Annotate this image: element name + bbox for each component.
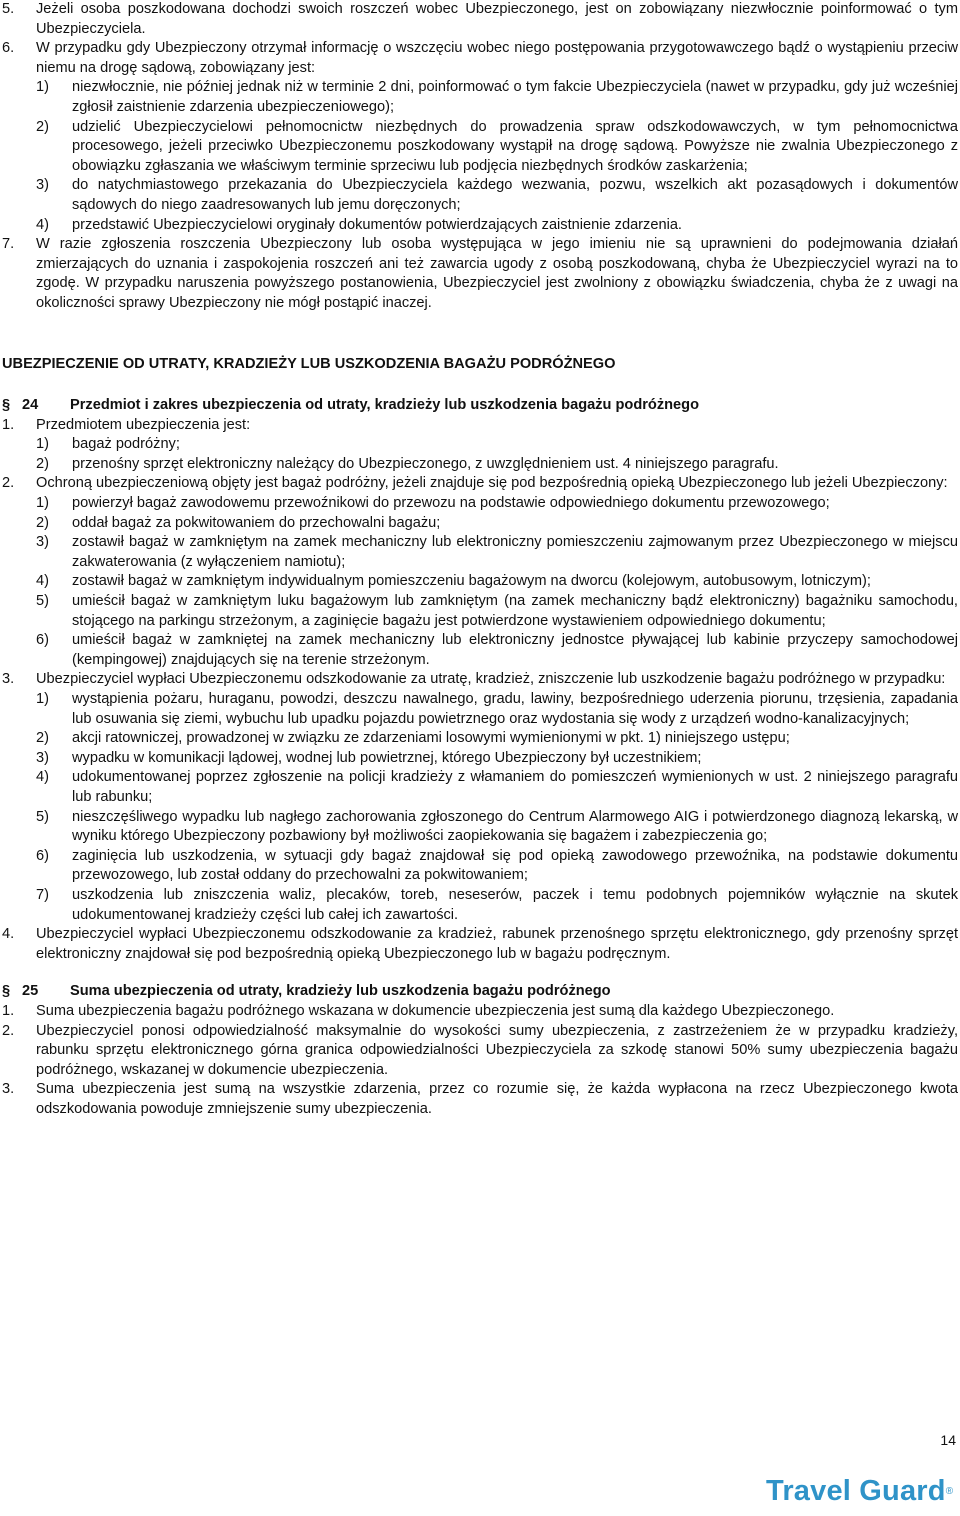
sub-item (36, 572, 958, 592)
paragraph-number: 24 (22, 397, 39, 414)
sub-item (36, 631, 958, 670)
sub-item (36, 533, 958, 572)
sub-item (36, 514, 958, 534)
sub-item-number: 7) (36, 886, 49, 903)
sub-item-text: wystąpienia pożaru, huraganu, powodzi, deszczu nawalnego, gradu, lawiny, bezpośredniego uderzenia piorunu, trzęsienia, zapadania lub osuwania się ziemi, wybuchu lub upadku pojazdu powietrznego oraz wydostania się wody z urządzeń wodno-kanalizacyjnych; (72, 691, 958, 727)
sub-item-text: oddał bagaż za pokwitowaniem do przechowalni bagażu; (72, 514, 441, 531)
list-item (2, 474, 958, 670)
sub-item-number: 1) (36, 436, 49, 453)
list-item (2, 235, 958, 313)
section-title: UBEZPIECZENIE OD UTRATY, KRADZIEŻY LUB USZKODZENIA BAGAŻU PODRÓŻNEGO (2, 355, 616, 372)
list-item (2, 416, 958, 475)
sub-item-number: 4) (36, 216, 49, 233)
sub-item-number: 1) (36, 495, 49, 512)
list-item (2, 1002, 958, 1022)
item-number: 6. (2, 40, 15, 57)
sub-item-text: nieszczęśliwego wypadku lub nagłego zachorowania zgłoszonego do Centrum Alarmowego AIG i potwierdzonego diagnozą lekarską, w wyniku którego Ubezpieczony pozbawiony był możliwości zaopiekowania się bagażem i zabezpieczenia go; (72, 808, 958, 845)
paragraph-title: Suma ubezpieczenia od utraty, kradzieży lub uszkodzenia bagażu podróżnego (70, 983, 611, 1000)
sub-item-text: do natychmiastowego przekazania do Ubezpieczyciela każdego wezwania, pozwu, wszelkich akt pozasądowych i dokumentów sądowych do niego zaadresowanych lub jemu doręczonych; (72, 177, 958, 213)
sub-item-number: 5) (36, 593, 49, 610)
item-text: Suma ubezpieczenia jest sumą na wszystkie zdarzenia, przez co rozumie się, że każda wypłacona na rzecz Ubezpieczonego kwota odszkodowania powoduje zmniejszenie sumy ubezpieczenia. (36, 1081, 958, 1117)
sub-item-number: 3) (36, 749, 49, 766)
list-item (2, 39, 958, 235)
sub-item-text: umieścił bagaż w zamkniętym luku bagażowym lub zamkniętym (na zamek mechaniczny bądź elektroniczny) bagażniku samochodu, stojącego na parkingu strzeżonym, a zaginięcie bagażu jest potwierdzone wystawieniem odpowiedniego dokumentu; (72, 593, 958, 629)
sub-item-number: 2) (36, 118, 49, 135)
list-item (2, 925, 958, 964)
sub-item-number: 2) (36, 455, 49, 472)
registered-mark: ® (945, 1486, 954, 1497)
sub-item-number: 2) (36, 730, 49, 747)
item-text: Ochroną ubezpieczeniową objęty jest bagaż podróżny, jeżeli znajduje się pod bezpośrednią opieką Ubezpieczonego lub jeżeli Ubezpieczony: (36, 475, 948, 492)
item-number: 7. (2, 236, 15, 253)
sub-item-text: wypadku w komunikacji lądowej, wodnej lub powietrznej, którego Ubezpieczony był uczestnikiem; (72, 749, 702, 766)
sub-item-number: 4) (36, 573, 49, 590)
travel-guard-logo (766, 1475, 954, 1507)
item-text: W przypadku gdy Ubezpieczony otrzymał informację o wszczęciu wobec niego postępowania przygotowawczego bądź o wystąpieniu przeciw niemu na drogę sądową, zobowiązany jest: (36, 40, 958, 76)
item-number: 2. (2, 1022, 15, 1039)
item-text: Przedmiotem ubezpieczenia jest: (36, 416, 251, 433)
item-number: 2. (2, 475, 15, 492)
sub-item (36, 886, 958, 925)
logo-text: Travel Guard (766, 1475, 946, 1507)
sub-item (36, 847, 958, 886)
sub-item-text: powierzył bagaż zawodowemu przewoźnikowi do przewozu na podstawie odpowiedniego dokumentu przewozowego; (72, 495, 830, 512)
document-content (2, 0, 958, 1119)
sub-item-number: 4) (36, 769, 49, 786)
sub-item (36, 494, 958, 514)
item-number: 4. (2, 926, 15, 943)
sub-item-number: 6) (36, 632, 49, 649)
item-number: 1. (2, 1002, 15, 1019)
item-number: 3. (2, 1081, 15, 1098)
item-text: Ubezpieczyciel wypłaci Ubezpieczonemu odszkodowanie za utratę, kradzież, zniszczenie lub uszkodzenie bagażu podróżnego w przypadku: (36, 671, 946, 688)
item-number: 3. (2, 671, 15, 688)
item-text: W razie zgłoszenia roszczenia Ubezpieczony lub osoba występująca w jego imieniu nie są uprawnieni do podejmowania działań zmierzających do uznania i zaspokojenia roszczeń ani też zawarcia ugody z osobą poszkodowaną, chyba że Ubezpieczyciel wyrazi na to zgodę. W przypadku naruszenia powyższego postanowienia, Ubezpieczyciel jest zwolniony z obowiązku świadczenia, chyba że z uwagi na okoliczności sprawy Ubezpieczony nie mógł postąpić inaczej. (36, 236, 958, 311)
sub-item (36, 808, 958, 847)
sub-item-number: 1) (36, 691, 49, 707)
sub-item-number: 5) (36, 808, 49, 825)
page-number: 14 (940, 1432, 956, 1448)
sub-item (36, 455, 958, 475)
sub-item-text: bagaż podróżny; (72, 436, 180, 453)
sub-item (36, 592, 958, 631)
sub-item-text: umieścił bagaż w zamkniętej na zamek mechaniczny lub elektroniczny jednostce pływającej lub kabinie przyczepy samochodowej (kempingowej) znajdujących się na terenie strzeżonym. (72, 632, 958, 668)
sub-item-text: przenośny sprzęt elektroniczny należący do Ubezpieczonego, z uwzględnieniem ust. 4 niniejszego paragrafu. (72, 455, 779, 472)
sub-item-number: 3) (36, 534, 49, 551)
paragraph-heading (2, 396, 958, 416)
sub-item-text: zaginięcia lub uszkodzenia, w sytuacji gdy bagaż znajdował się pod opieką zawodowego przewoźnika, na podstawie dokumentu przewozowego, lub został oddany do przechowalni za pokwitowaniem; (72, 847, 958, 884)
sub-item-text: udzielić Ubezpieczycielowi pełnomocnictw niezbędnych do prowadzenia spraw odszkodowawczych, w tym pełnomocnictwa procesowego, jeżeli przeciwko Ubezpieczonemu poszkodowany wystąpił na drogę sądową. Powyższe nie zwalnia Ubezpieczonego z obowiązku zgłaszania we właściwym terminie sprzeciwu lub podjęcia niezbędnych środków zaskarżenia; (72, 118, 958, 174)
sub-item (36, 176, 958, 215)
item-text: Jeżeli osoba poszkodowana dochodzi swoich roszczeń wobec Ubezpieczonego, jest on zobowiązany niezwłocznie poinformować o tym Ubezpieczyciela. (36, 1, 958, 37)
section-sign: § (2, 983, 11, 1000)
sub-item-text: przedstawić Ubezpieczycielowi oryginały dokumentów potwierdzających zaistnienie zdarzenia. (72, 216, 682, 233)
paragraph-heading (2, 982, 958, 1002)
sub-item-number: 1) (36, 79, 49, 96)
list-item (2, 0, 958, 39)
sub-item (36, 118, 958, 177)
sub-item-text: zostawił bagaż w zamkniętym na zamek mechaniczny lub elektroniczny pomieszczeniu zajmowanym przez Ubezpieczonego w miejscu zakwaterowania (z wyłączeniem namiotu); (72, 534, 958, 570)
item-number: 5. (2, 1, 15, 17)
list-item (2, 1080, 958, 1119)
list-item (2, 670, 958, 925)
sub-item (36, 78, 958, 117)
paragraph-title: Przedmiot i zakres ubezpieczenia od utraty, kradzieży lub uszkodzenia bagażu podróżnego (70, 397, 700, 414)
sub-item-number: 2) (36, 514, 49, 531)
sub-item-number: 3) (36, 177, 49, 194)
item-text: Ubezpieczyciel ponosi odpowiedzialność maksymalnie do wysokości sumy ubezpieczenia, z zastrzeżeniem że w przypadku kradzieży, rabunku sprzętu elektronicznego górna granica odpowiedzialności Ubezpieczyciela za szkodę stanowi 50% sumy ubezpieczenia bagażu podróżnego, wskazanej w dokumencie ubezpieczenia. (36, 1022, 958, 1078)
item-text: Ubezpieczyciel wypłaci Ubezpieczonemu odszkodowanie za kradzież, rabunek przenośnego sprzętu elektronicznego, gdy przenośny sprzęt elektroniczny znajdował się pod bezpośrednią opieką Ubezpieczonego lub w bagażu podręcznym. (36, 926, 958, 962)
sub-item-text: akcji ratowniczej, prowadzonej w związku ze zdarzeniami losowymi wymienionymi w pkt. 1) niniejszego ustępu; (72, 730, 790, 747)
paragraph-number: 25 (22, 983, 39, 1000)
sub-item-text: uszkodzenia lub zniszczenia waliz, plecaków, toreb, neseserów, paczek i temu podobnych pojemników wyłącznie na skutek udokumentowanej kradzieży części lub całej ich zawartości. (72, 886, 958, 923)
sub-item (36, 729, 958, 749)
sub-item-text: udokumentowanej poprzez zgłoszenie na policji kradzieży z włamaniem do pomieszczeń wymienionych w ust. 2 niniejszego paragrafu lub rabunku; (72, 769, 958, 805)
sub-item-text: niezwłocznie, nie później jednak niż w terminie 2 dni, poinformować o tym fakcie Ubezpieczyciela (nawet w przypadku, gdy już wcześniej zgłosił zaistnienie zdarzenia ubezpieczeniowego); (72, 79, 958, 115)
item-text: Suma ubezpieczenia bagażu podróżnego wskazana w dokumencie ubezpieczenia jest sumą dla każdego Ubezpieczonego. (36, 1002, 835, 1019)
sub-item (36, 435, 958, 455)
item-number: 1. (2, 416, 15, 433)
sub-item (36, 768, 958, 807)
sub-item-text: zostawił bagaż w zamkniętym indywidualnym pomieszczeniu bagażowym na dworcu (kolejowym, autobusowym, lotniczym); (72, 573, 871, 590)
sub-item (36, 690, 958, 729)
section-sign: § (2, 397, 11, 414)
sub-item (36, 749, 958, 769)
list-item (2, 1022, 958, 1081)
sub-item (36, 216, 958, 236)
sub-item-number: 6) (36, 847, 49, 864)
